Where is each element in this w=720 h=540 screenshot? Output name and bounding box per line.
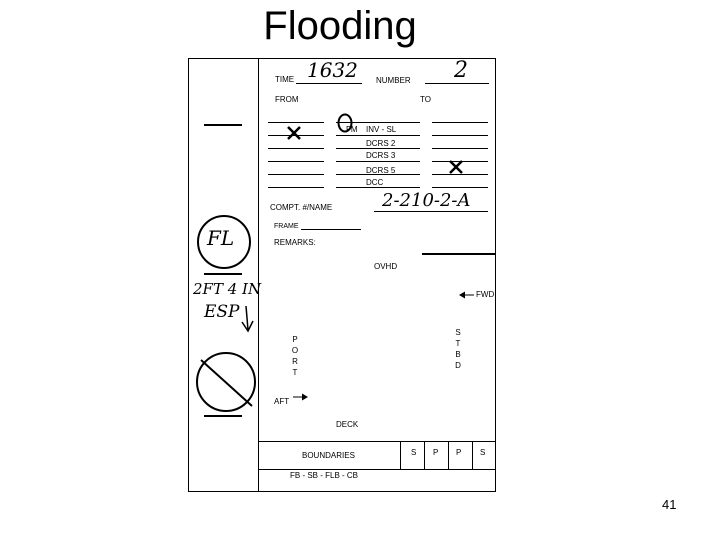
page-title: Flooding [263,4,417,48]
boundary-divider [472,441,473,469]
station-line [336,148,420,149]
fwd-label: FWD [476,290,495,299]
ovhd-label: OVHD [374,262,398,271]
to-label: TO [420,95,431,104]
station-dcc: DCC [366,178,384,187]
flood-depth-note: 2FT 4 IN [193,280,262,298]
remarks-bar [422,253,496,255]
boundary-col-p: P [433,448,439,457]
compt-label: COMPT. #/NAME [270,203,333,212]
stbd-letter: T [455,339,461,348]
deck-label: DECK [336,420,359,429]
to-line-3 [432,148,488,149]
boundary-divider [400,441,401,469]
from-line-5 [268,174,324,175]
boundary-col-s: S [411,448,417,457]
side-dash-bottom [204,415,242,417]
boundaries-label: BOUNDARIES [302,451,355,460]
from-line-1 [268,122,324,123]
time-label: TIME [275,75,295,84]
side-panel-divider [258,58,259,492]
time-underline [296,83,362,84]
port-letter: T [292,368,298,377]
from-label: FROM [275,95,299,104]
flood-esp-note: ESP [204,302,240,322]
stbd-letter: D [455,361,461,370]
to-line-2 [432,135,488,136]
frame-label: FRAME [274,223,299,230]
station-dcrs-3: DCRS 3 [366,151,396,160]
circle-mark-icon [336,112,354,134]
station-fm: FM [346,125,358,134]
boundaries-bottom-line [258,469,496,470]
to-line-1 [432,122,488,123]
number-label: NUMBER [376,76,411,85]
boundary-codes: FB - SB - FLB - CB [290,471,359,480]
boundary-col-s: S [480,448,486,457]
compt-value: 2-210-2-A [382,190,471,211]
station-line [336,161,420,162]
side-dash-top [204,124,242,126]
page-number: 41 [662,497,677,512]
stbd-letter: S [455,328,461,337]
station-line [336,135,420,136]
boundary-col-p: P [456,448,462,457]
number-value: 2 [454,58,468,83]
side-dash-mid [204,273,242,275]
x-mark-icon [286,125,302,141]
arrow-right-icon [292,393,308,401]
time-value: 1632 [307,58,358,82]
x-mark-icon [448,159,464,175]
stbd-letter: B [455,350,461,359]
fl-circle-text: FL [207,226,235,250]
aft-label: AFT [274,397,290,406]
remarks-label: REMARKS: [274,238,316,247]
compt-underline [374,211,488,212]
port-letter: R [292,357,298,366]
from-line-3 [268,148,324,149]
from-line-4 [268,161,324,162]
station-inv-sl: INV - SL [366,125,397,134]
port-letter: P [292,335,298,344]
number-underline [425,83,489,84]
boundary-divider [448,441,449,469]
port-letter: O [291,346,299,355]
station-dcrs-2: DCRS 2 [366,139,396,148]
station-dcrs-5: DCRS 5 [366,166,396,175]
arrow-down-icon [240,304,256,334]
prohibited-circle-icon [194,350,258,414]
arrow-left-icon [459,291,475,299]
to-line-6 [432,187,488,188]
station-line [336,187,420,188]
boundaries-top-line [258,441,496,442]
from-line-6 [268,187,324,188]
frame-underline [301,229,361,230]
boundary-divider [424,441,425,469]
